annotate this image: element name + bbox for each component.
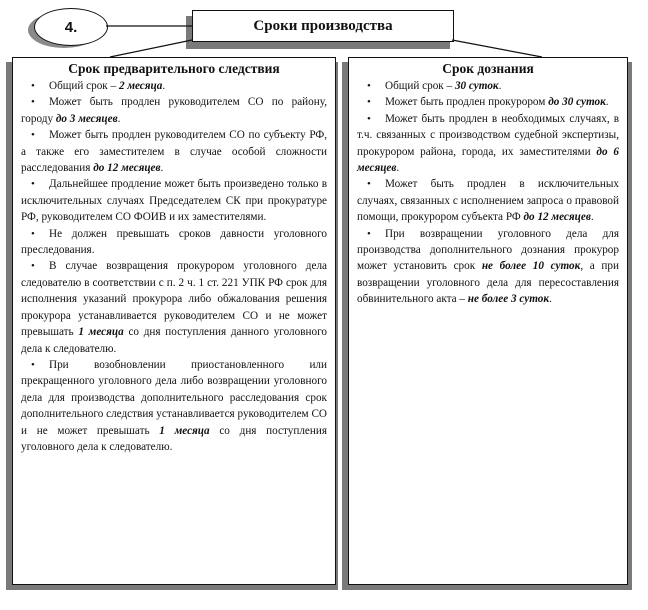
section-number: 4. xyxy=(64,18,78,36)
item-text: Может быть продлен прокурором xyxy=(385,96,549,109)
right-connector-line xyxy=(452,40,542,57)
right-panel-title: Срок дознания xyxy=(442,61,534,76)
item-text: . xyxy=(590,211,594,224)
term-emphasis: до 30 суток xyxy=(548,96,606,109)
item-text: со дня поступления уголовного дела к следователю. xyxy=(21,424,327,453)
list-item xyxy=(357,111,619,177)
item-text: . xyxy=(160,162,164,175)
item-text: Дальнейшее продление может быть произведено только в исключительных случаях Председателем СК при прокуратуре РФ, руководителем СО ФОИВ и их заместителями. xyxy=(21,178,327,224)
item-text: . xyxy=(605,96,609,109)
item-text: , а при возвращении уголовного дела для пересоставления обвинительного акта – xyxy=(357,260,619,306)
item-text: Может быть продлен в необходимых случаях, в т.ч. связанных с производством судебной экспертизы, прокурором района, города, их заместителями xyxy=(357,112,619,158)
list-item xyxy=(21,94,327,127)
term-emphasis: до 6 месяцев xyxy=(357,145,619,175)
term-emphasis: до 12 месяцев xyxy=(523,211,591,224)
item-text: Общий срок – xyxy=(385,80,455,92)
item-text: Может быть продлен руководителем СО по району, городу xyxy=(21,96,327,125)
item-text: В случае возвращения прокурором уголовного дела следователю в соответствии с п. 2 ч. 1 ст. 221 УПК РФ срок для исполнения указаний прокурора либо обжалования решения прокурора устанавливается руководителем СО и не может превышать xyxy=(21,260,327,339)
list-item xyxy=(357,78,619,94)
item-text: . xyxy=(117,112,121,125)
term-emphasis: 1 месяца xyxy=(159,424,210,437)
term-emphasis: 30 суток xyxy=(454,80,499,92)
list-item xyxy=(357,226,619,308)
item-text: . xyxy=(162,80,166,92)
list-item xyxy=(357,94,619,110)
item-text: . xyxy=(549,293,552,306)
item-text: Может быть продлен в исключительных случаях, связанных с исполнением запроса о правовой помощи, прокурором субъекта РФ xyxy=(357,178,619,224)
item-text: При возвращении уголовного дела для производства дополнительного дознания прокурор может установить срок xyxy=(357,227,619,273)
list-item xyxy=(357,176,619,225)
page-title: Сроки производства xyxy=(253,17,393,34)
preliminary-investigation-panel xyxy=(12,57,336,585)
term-emphasis: до 3 месяцев xyxy=(55,112,118,125)
list-item xyxy=(21,357,327,455)
title-connector-lines xyxy=(0,0,648,70)
list-item xyxy=(21,127,327,176)
item-text: Общий срок – xyxy=(49,80,119,92)
inquiry-panel xyxy=(348,57,628,585)
item-text: . xyxy=(396,162,400,175)
item-text: со дня поступления данного уголовного дела к следователю. xyxy=(21,326,327,355)
item-text: Не должен превышать сроков давности уголовного преследования. xyxy=(21,227,327,257)
term-emphasis: 1 месяца xyxy=(78,326,124,339)
term-emphasis: до 12 месяцев xyxy=(93,162,161,175)
item-text: Может быть продлен руководителем СО по субъекту РФ, а также его заместителем в случае особой сложности расследования xyxy=(21,129,327,175)
left-panel-title: Срок предварительного следствия xyxy=(68,61,280,76)
term-emphasis: 2 месяца xyxy=(118,80,163,92)
right-term-list xyxy=(357,78,619,308)
left-term-list xyxy=(21,78,327,455)
left-connector-line xyxy=(110,40,192,57)
term-emphasis: не более 3 суток xyxy=(467,293,550,306)
item-text: . xyxy=(498,80,502,92)
list-item xyxy=(21,176,327,225)
list-item xyxy=(21,226,327,259)
item-text: При возобновлении приостановленного или прекращенного уголовного дела либо возвращении уголовного дела для производства дополнительного расследования срок дополнительного следствия устанавливается руководителем СО и не может превышать xyxy=(21,358,327,437)
list-item xyxy=(21,258,327,356)
list-item xyxy=(21,78,327,94)
term-emphasis: не более 10 суток xyxy=(481,260,581,273)
